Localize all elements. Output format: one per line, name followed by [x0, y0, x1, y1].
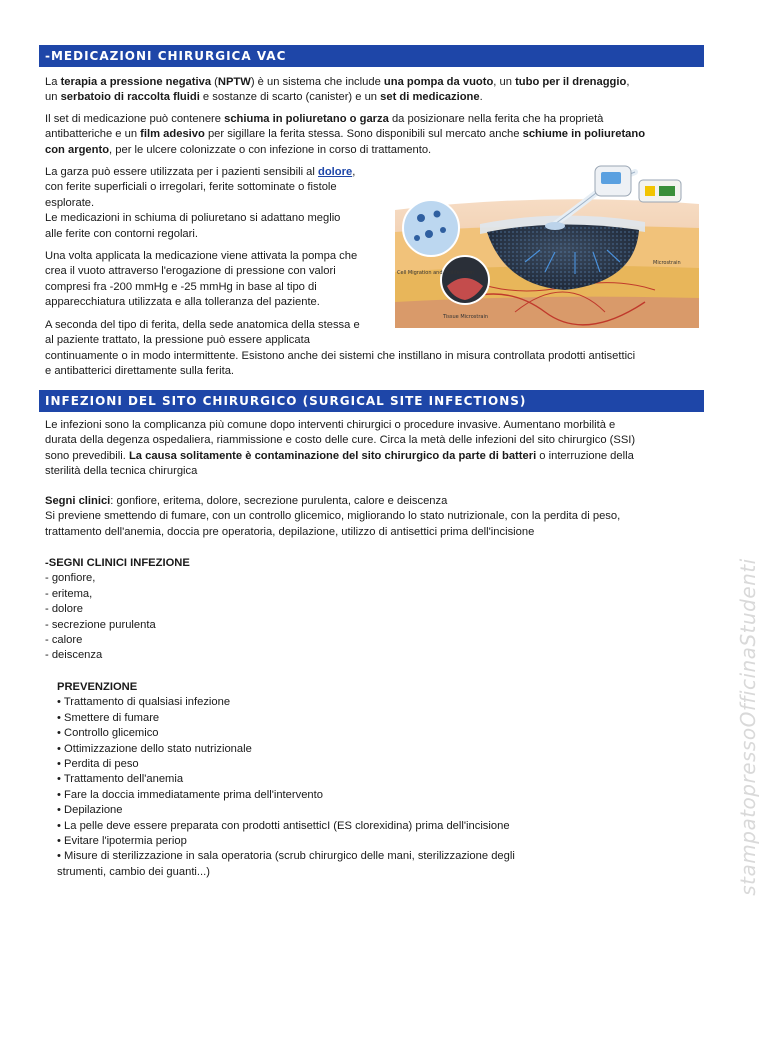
figure-label-microstrain: Microstrain [653, 260, 681, 266]
prevention-item: • Trattamento dell'anemia [57, 773, 184, 786]
dolore-link[interactable]: dolore [318, 166, 353, 178]
section-header-ssi: INFEZIONI DEL SITO CHIRURGICO (SURGICAL SITE INFECTIONS) [39, 390, 704, 412]
sign-item: - dolore [45, 603, 83, 616]
section-header-vac: -MEDICAZIONI CHIRURGICA VAC [39, 45, 704, 67]
signs-list [45, 571, 345, 663]
prevention-item: • Ottimizzazione dello stato nutrizionale [57, 742, 252, 755]
sign-item: - calore [45, 634, 83, 647]
paragraph-set-medicazione: Il set di medicazione può contenere schiuma in poliuretano o garza da posizionare nella ferita che ha proprietà antibatteriche e un film adesivo per sigillare la ferita stessa. Sono disponibili sul mercato anche schiume in poliuretano con argento, per le ulcere colonizzate o con infezione in corso di trattamento. [45, 113, 646, 156]
signs-list-block [45, 556, 345, 664]
prevention-item: • La pelle deve essere preparata con prodotti antisetticI (ES clorexidina) prima dell'incisione [57, 819, 510, 832]
signs-title: -SEGNI CLINICI INFEZIONE [45, 557, 190, 569]
prevention-item: • Perdita di peso [57, 758, 139, 771]
figure-label-tissue-microstrain: Tissue Microstrain [443, 314, 489, 320]
paragraph-npwt: La terapia a pressione negativa (NPTW) è un sistema che include una pompa da vuoto, un tubo per il drenaggio, un serbatoio di raccolta fluidi e sostanze di scarto (canister) e un set di medicazione. [45, 76, 630, 104]
prevention-item: • Fare la doccia immediatamente prima dell'intervento [57, 788, 323, 801]
prevention-item: • Trattamento di qualsiasi infezione [57, 696, 231, 709]
vac-therapy-illustration [395, 162, 699, 328]
paragraph-garza: La garza può essere utilizzata per i pazienti sensibili al dolore, con ferite superficiali o irregolari, ferite sottominate o fistole esplorate. Le medicazioni in schiuma di poliuretano si adattano meglio alle ferite con contorni regolari. [45, 166, 356, 240]
prevention-item: • Controllo glicemico [57, 727, 159, 740]
prevention-item: strumenti, cambio dei guanti...) [57, 865, 210, 878]
prevention-item: • Smettere di fumare [57, 711, 160, 724]
sign-item: - deiscenza [45, 649, 103, 662]
paragraph-pompa: Una volta applicata la medicazione viene attivata la pompa che crea il vuoto attraverso l'erogazione di pressione con valori compresi fra -200 mmHg e -25 mmHg in base al tipo di apparecchiatura utilizzata e alla tolleranza del paziente. [45, 250, 358, 309]
prevention-title: PREVENZIONE [57, 681, 138, 693]
sign-item: - secrezione purulenta [45, 618, 156, 631]
prevention-item: • Depilazione [57, 804, 123, 817]
prevention-item: • Evitare l'ipotermia periop [57, 835, 187, 848]
prevention-item: • Misure di sterilizzazione in sala operatoria (scrub chirurgico delle mani, sterilizzazione degli [57, 850, 515, 863]
prevention-block [57, 680, 617, 880]
sign-item: - gonfiore, [45, 572, 96, 585]
paragraph-pressione: A seconda del tipo di ferita, della sede anatomica della stessa e al paziente trattato, la pressione può essere applicata continuamente o in modo intermittente. Esistono anche dei sistemi che instillano in misura controllata prodotti antisettici e antibatterici direttamente sulla ferita. [45, 319, 636, 378]
figure-label-cell-migration: Cell Migration and Proliferation [397, 270, 475, 276]
prevention-list [57, 695, 617, 880]
paragraph-infezioni: Le infezioni sono la complicanza più comune dopo interventi chirurgici o procedure invasive. Aumentano morbilità e durata della degenza ospedaliera, riammissione e costo delle cure. Circa la metà delle infezioni del sito chirurgico (SSI) sono prevedibili. La causa solitamente è contaminazione del sito chirurgico da parte di batteri o interruzione della sterilità della tecnica chirurgica [45, 419, 636, 478]
paragraph-segni-clinici: Segni clinici: gonfiore, eritema, dolore, secrezione purulenta, calore e deiscenza Si previene smettendo di fumare, con un controllo glicemico, migliorando lo stato nutrizionale, con la perdita di peso, trattamento dell'anemia, doccia pre operatoria, depilazione, utilizzo di antisettici prima dell'incisione [45, 495, 621, 538]
watermark: stampatopressoOfficinaStudenti [736, 558, 760, 896]
sign-item: - eritema, [45, 587, 93, 600]
